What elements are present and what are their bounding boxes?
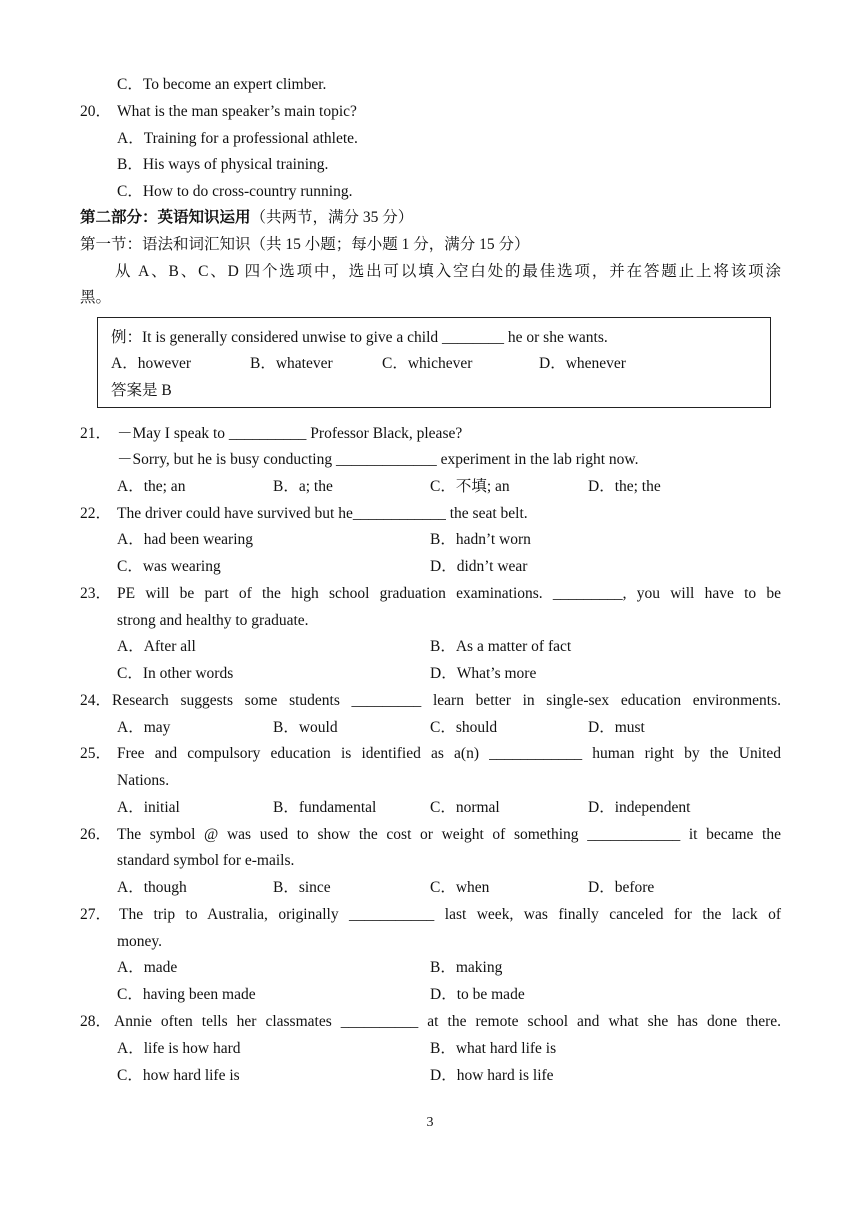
q20-stem: What is the man speaker’s main topic? [117, 103, 357, 120]
q23-option-c: C．In other words [117, 665, 234, 682]
q21-line2: －Sorry, but he is busy conducting _____________ experiment in the lab right now. [117, 451, 639, 468]
q23-option-a: A．After all [117, 638, 196, 655]
q27-option-a: A．made [117, 959, 178, 976]
q26-option-a: A．though [117, 879, 187, 896]
example-option-a: A．however [111, 355, 192, 372]
q20-option-b: B．His ways of physical training. [117, 156, 329, 173]
q21-number: 21． [80, 425, 112, 442]
q23-line1: PE will be part of the high school graduation examinations. _________, you will have to be [117, 585, 781, 602]
example-answer: 答案是 B [111, 382, 172, 399]
example-option-d: D．whenever [539, 355, 626, 372]
example-option-c: C．whichever [382, 355, 473, 372]
part2-title: 第二部分：英语知识运用 [80, 209, 251, 226]
q28-option-d: D．how hard is life [430, 1067, 554, 1084]
q21-option-d: D．the; the [588, 478, 661, 495]
q20-option-a: A．Training for a professional athlete. [117, 130, 358, 147]
q21-option-b: B．a; the [273, 478, 333, 495]
q25-option-d: D．independent [588, 799, 691, 816]
q27-line2: money. [117, 933, 163, 950]
q28-stem: Annie often tells her classmates __________ at the remote school and what she has done there. [114, 1013, 781, 1030]
q22-option-c: C．was wearing [117, 558, 221, 575]
instruction-line1: 从 A、B、C、D 四个选项中，选出可以填入空白处的最佳选项，并在答题止上将该项涂 [115, 263, 781, 280]
q27-option-b: B．making [430, 959, 503, 976]
q23-line2: strong and healthy to graduate. [117, 612, 309, 629]
q28-option-c: C．how hard life is [117, 1067, 240, 1084]
q21-option-a: A．the; an [117, 478, 186, 495]
q21-option-c: C．不填; an [430, 478, 510, 495]
q24-option-c: C．should [430, 719, 498, 736]
q25-number: 25． [80, 745, 112, 762]
q26-option-b: B．since [273, 879, 331, 896]
q24-option-a: A．may [117, 719, 171, 736]
example-option-b: B．whatever [250, 355, 333, 372]
q28-number: 28． [80, 1013, 112, 1030]
q25-option-c: C．normal [430, 799, 500, 816]
q25-line1: Free and compulsory education is identified as a(n) ____________ human right by the United [117, 745, 781, 762]
q23-number: 23． [80, 585, 112, 602]
q20-option-c: C．How to do cross-country running. [117, 183, 353, 200]
part2-title-note: （共两节，满分 35 分） [250, 209, 414, 226]
instruction-line2: 黑。 [80, 289, 112, 306]
q26-option-c: C．when [430, 879, 490, 896]
q25-option-a: A．initial [117, 799, 180, 816]
q21-line1: －May I speak to __________ Professor Black, please? [117, 425, 463, 442]
q27-number: 27． [80, 906, 112, 923]
q28-option-b: B．what hard life is [430, 1040, 557, 1057]
q24-option-b: B．would [273, 719, 338, 736]
q27-option-d: D．to be made [430, 986, 525, 1003]
q22-option-a: A．had been wearing [117, 531, 254, 548]
q25-option-b: B．fundamental [273, 799, 377, 816]
q26-option-d: D．before [588, 879, 655, 896]
q26-line1: The symbol @ was used to show the cost or weight of something ____________ it became the [117, 826, 781, 843]
q19-option-c: C．To become an expert climber. [117, 76, 327, 93]
q27-line1: The trip to Australia, originally ___________ last week, was finally canceled for the lack of [119, 906, 781, 923]
q22-stem: The driver could have survived but he____________ the seat belt. [117, 505, 528, 522]
q23-option-d: D．What’s more [430, 665, 537, 682]
q22-number: 22． [80, 505, 112, 522]
part2-heading [80, 208, 413, 228]
q24-option-d: D．must [588, 719, 645, 736]
example-stem: 例：It is generally considered unwise to give a child ________ he or she wants. [111, 329, 608, 346]
q23-option-b: B．As a matter of fact [430, 638, 572, 655]
q28-option-a: A．life is how hard [117, 1040, 241, 1057]
q24-stem: Research suggests some students _________ learn better in single-sex education environments. [112, 692, 781, 709]
q22-option-d: D．didn’t wear [430, 558, 528, 575]
q22-option-b: B．hadn’t worn [430, 531, 531, 548]
page-number: 3 [426, 1115, 434, 1130]
q26-number: 26． [80, 826, 112, 843]
q24-number: 24． [80, 692, 112, 709]
q26-line2: standard symbol for e-mails. [117, 852, 295, 869]
q25-line2: Nations. [117, 772, 170, 789]
section1-heading: 第一节：语法和词汇知识（共 15 小题；每小题 1 分，满分 15 分） [80, 236, 530, 253]
q20-number: 20． [80, 103, 112, 120]
q27-option-c: C．having been made [117, 986, 256, 1003]
